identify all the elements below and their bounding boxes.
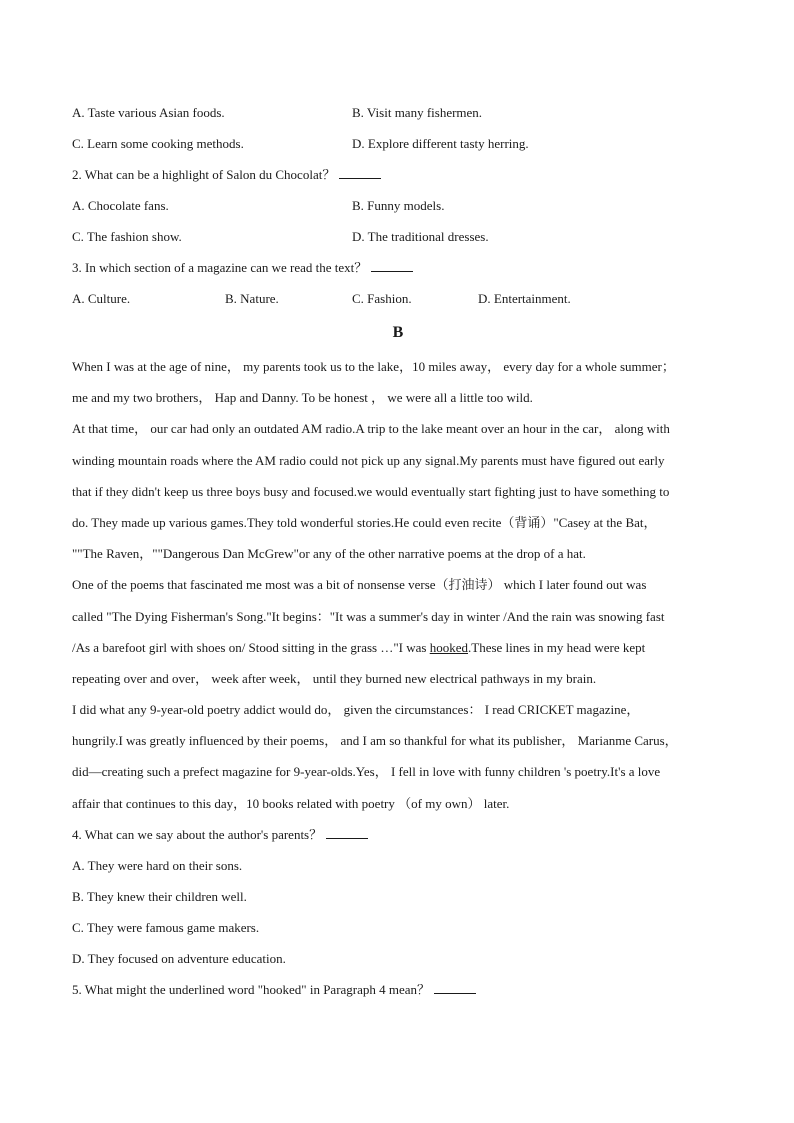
passage-line: When I was at the age of nine， my parents took us to the lake，10 miles away， every day for a whole summer； [72, 359, 675, 374]
q3-stem-line [72, 256, 724, 287]
q1-options-row-2 [72, 132, 724, 163]
q2-stem-line [72, 163, 724, 194]
passage-line: At that time， our car had only an outdated AM radio.A trip to the lake meant over an hour in the car， along with [72, 421, 670, 437]
q1-option-d: D. Explore different tasty herring. [352, 136, 529, 151]
q2-options-row-1 [72, 194, 724, 225]
passage-line: that if they didn't keep us three boys busy and focused.we would eventually start fighting just to have something to [72, 483, 670, 499]
q2-options-row-2 [72, 225, 724, 256]
passage-line: called "The Dying Fisherman's Song."It begins："It was a summer's day in winter /And the rain was snowing fast [72, 608, 665, 624]
q5-answer-blank[interactable] [434, 979, 476, 994]
q5-stem-line [72, 978, 724, 1009]
q4-stem: 4. What can we say about the author's parents？ [72, 826, 323, 842]
passage-text: .These lines in my head were kept [468, 639, 646, 655]
q2-option-d: D. The traditional dresses. [352, 229, 489, 244]
q2-answer-blank[interactable] [339, 164, 381, 179]
q3-option-d: D. Entertainment. [478, 291, 571, 306]
passage-line: do. They made up various games.They told wonderful stories.He could even recite（背诵）"Casey at the Bat， [72, 514, 657, 530]
section-b-title: B [392, 324, 404, 341]
q4-option-b: B. They knew their children well. [72, 888, 247, 904]
q1-option-c: C. Learn some cooking methods. [72, 136, 244, 151]
passage-line-hooked [72, 636, 724, 667]
passage-line: did—creating such a prefect magazine for 9-year-olds.Yes， I fell in love with funny children 's poetry.It's a love [72, 764, 661, 780]
passage-line: winding mountain roads where the AM radio could not pick up any signal.My parents must have figured out early [72, 452, 665, 468]
passage-line: affair that continues to this day，10 books related with poetry （of my own） later. [72, 795, 510, 811]
q4-stem-line [72, 823, 724, 854]
passage-line: ""The Raven，""Dangerous Dan McGrew"or any of the other narrative poems at the drop of a hat. [72, 546, 586, 562]
q2-stem: 2. What can be a highlight of Salon du Chocolat？ [72, 167, 336, 182]
underlined-word-hooked: hooked [429, 639, 468, 655]
passage-line: repeating over and over， week after week， until they burned new electrical pathways in my brain. [72, 670, 597, 686]
q4-option-d: D. They focused on adventure education. [72, 950, 286, 966]
exam-page [72, 101, 724, 1009]
q3-option-a: A. Culture. [72, 291, 131, 306]
q1-option-a: A. Taste various Asian foods. [72, 105, 225, 120]
q3-options-row [72, 287, 724, 318]
passage-line: I did what any 9-year-old poetry addict would do， given the circumstances： I read CRICKET magazine， [72, 702, 640, 718]
q3-answer-blank[interactable] [371, 257, 413, 272]
q1-options-row-1 [72, 101, 724, 132]
q4-answer-blank[interactable] [326, 824, 368, 839]
q3-option-b: B. Nature. [225, 291, 279, 306]
q3-stem: 3. In which section of a magazine can we read the text？ [72, 260, 368, 275]
q2-option-a: A. Chocolate fans. [72, 198, 169, 213]
passage-text: /As a barefoot girl with shoes on/ Stood sitting in the grass …"I was [72, 639, 430, 655]
passage-line: One of the poems that fascinated me most was a bit of nonsense verse（打油诗） which I later found out was [72, 577, 647, 593]
q2-option-c: C. The fashion show. [72, 229, 182, 244]
q4-option-c: C. They were famous game makers. [72, 919, 260, 935]
passage-b [72, 355, 724, 823]
q1-option-b: B. Visit many fishermen. [352, 105, 483, 120]
q5-stem: 5. What might the underlined word "hooked" in Paragraph 4 mean？ [72, 981, 431, 997]
q2-option-b: B. Funny models. [352, 198, 445, 213]
q4-option-a: A. They were hard on their sons. [72, 857, 243, 873]
q3-option-c: C. Fashion. [352, 291, 412, 306]
passage-line: hungrily.I was greatly influenced by their poems， and I am so thankful for what its publisher， Marianme Carus， [72, 733, 678, 749]
passage-line: me and my two brothers， Hap and Danny. To be honest ， we were all a little too wild. [72, 390, 533, 406]
